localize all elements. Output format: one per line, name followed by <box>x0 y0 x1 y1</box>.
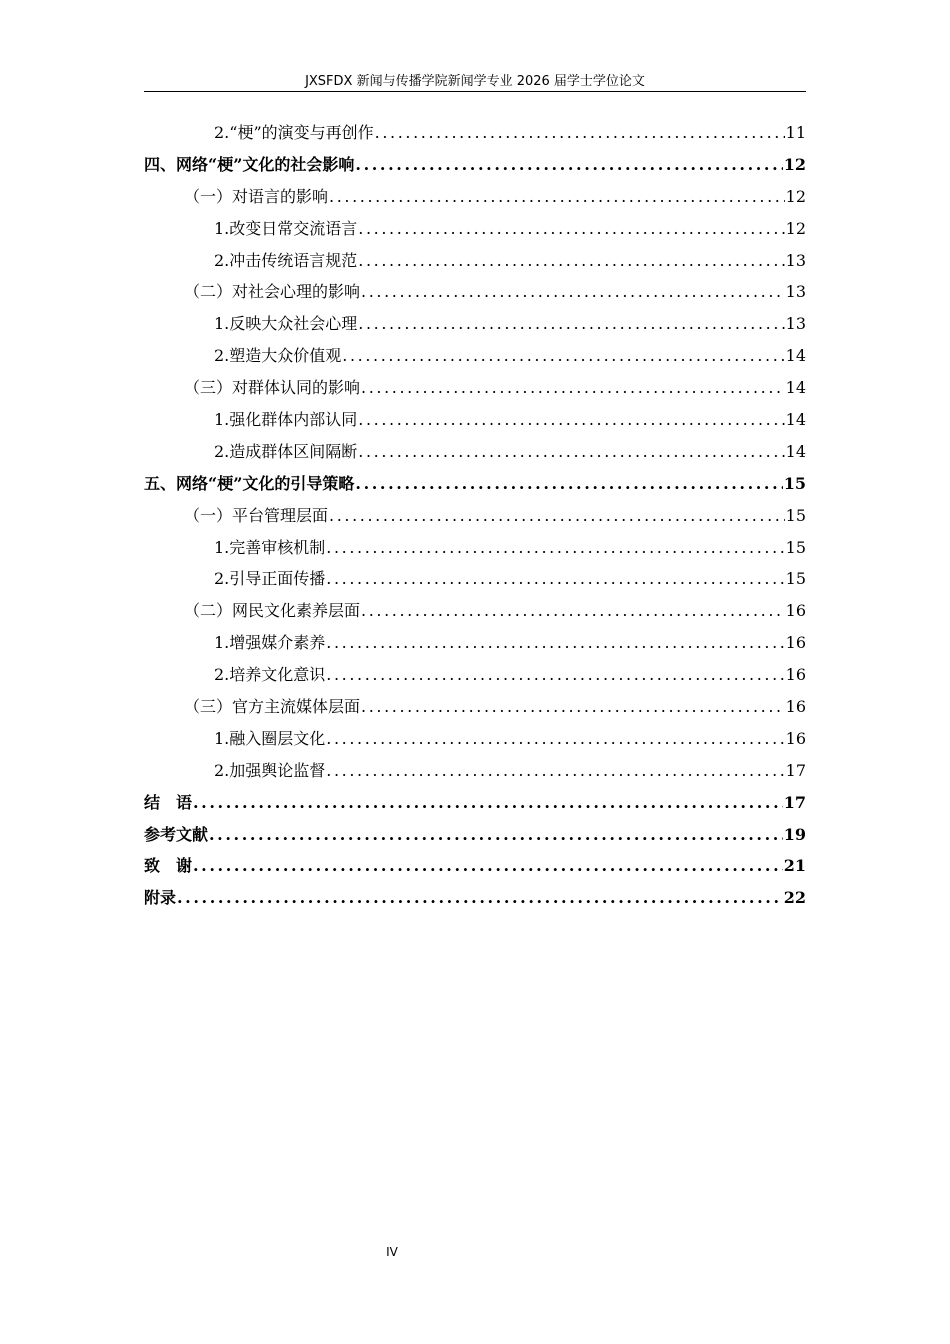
toc-entry-title: 五、网络“梗”文化的引导策略 <box>144 473 355 493</box>
toc-entry-title: 2.冲击传统语言规范 <box>214 250 358 270</box>
page-footer <box>0 1243 950 1261</box>
toc-entry-page: 15 <box>785 537 806 557</box>
toc-entry-page: 16 <box>785 728 806 748</box>
toc-entry-title: 1.完善审核机制 <box>214 537 326 557</box>
toc-dot-leader <box>361 595 785 627</box>
toc-entry[interactable] <box>144 532 806 564</box>
toc-entry-title: 致 谢 <box>144 856 193 876</box>
toc-dot-leader <box>326 532 784 564</box>
toc-entry-page: 14 <box>785 378 806 398</box>
toc-entry-title: （二）对社会心理的影响 <box>184 282 361 302</box>
toc-entry-page: 15 <box>783 473 806 493</box>
toc-dot-leader <box>326 723 784 755</box>
toc-entry-title: 2.造成群体区间隔断 <box>214 441 358 461</box>
toc-entry[interactable] <box>144 117 806 149</box>
toc-entry-page: 16 <box>785 697 806 717</box>
toc-entry-page: 13 <box>785 314 806 334</box>
toc-entry-title: （一）对语言的影响 <box>184 186 329 206</box>
toc-entry-page: 15 <box>785 505 806 525</box>
toc-dot-leader <box>355 468 782 500</box>
toc-entry[interactable] <box>144 723 806 755</box>
toc-entry-title: 2.塑造大众价值观 <box>214 346 342 366</box>
toc-entry-title: 附录 <box>144 888 177 908</box>
toc-entry-title: 参考文献 <box>144 824 209 844</box>
toc-entry-title: 结 语 <box>144 792 193 812</box>
toc-entry[interactable] <box>144 850 806 882</box>
page-number: IV <box>386 1245 398 1259</box>
toc-entry-title: 1.融入圈层文化 <box>214 728 326 748</box>
toc-entry[interactable] <box>144 436 806 468</box>
toc-entry[interactable] <box>144 468 806 500</box>
toc-entry-page: 15 <box>785 569 806 589</box>
toc-entry-title: 1.反映大众社会心理 <box>214 314 358 334</box>
toc-entry[interactable] <box>144 882 806 914</box>
toc-entry-title: 1.强化群体内部认同 <box>214 410 358 430</box>
toc-entry-title: 四、网络“梗”文化的社会影响 <box>144 154 355 174</box>
toc-entry-page: 14 <box>785 410 806 430</box>
toc-entry[interactable] <box>144 627 806 659</box>
running-header: JXSFDX 新闻与传播学院新闻学专业 2026 届学士学位论文 <box>305 74 645 89</box>
toc-dot-leader <box>326 755 784 787</box>
header-rule <box>144 91 806 92</box>
toc-entry[interactable] <box>144 404 806 436</box>
toc-entry-title: （二）网民文化素养层面 <box>184 601 361 621</box>
toc-entry-page: 12 <box>783 154 806 174</box>
toc-entry[interactable] <box>144 595 806 627</box>
toc-entry[interactable] <box>144 181 806 213</box>
toc-entry[interactable] <box>144 691 806 723</box>
toc-entry-page: 22 <box>783 888 806 908</box>
toc-entry-title: （一）平台管理层面 <box>184 505 329 525</box>
toc-entry[interactable] <box>144 149 806 181</box>
toc-entry-title: 2.引导正面传播 <box>214 569 326 589</box>
toc-dot-leader <box>358 308 784 340</box>
toc-dot-leader <box>358 404 784 436</box>
toc-entry-page: 14 <box>785 441 806 461</box>
toc-dot-leader <box>375 117 785 149</box>
toc-dot-leader <box>193 850 783 882</box>
toc-entry-page: 16 <box>785 665 806 685</box>
toc-entry[interactable] <box>144 755 806 787</box>
toc-entry[interactable] <box>144 563 806 595</box>
toc-dot-leader <box>326 659 784 691</box>
toc-entry[interactable] <box>144 308 806 340</box>
toc-entry-page: 12 <box>785 186 806 206</box>
toc-entry[interactable] <box>144 819 806 851</box>
toc-dot-leader <box>355 149 782 181</box>
toc-entry-page: 17 <box>783 792 806 812</box>
toc-dot-leader <box>326 627 784 659</box>
toc-entry[interactable] <box>144 245 806 277</box>
toc-entry-page: 17 <box>785 760 806 780</box>
toc-dot-leader <box>329 500 785 532</box>
toc-entry-title: 2.“梗”的演变与再创作 <box>214 123 374 142</box>
toc-dot-leader <box>358 245 784 277</box>
toc-dot-leader <box>361 276 785 308</box>
toc-entry[interactable] <box>144 787 806 819</box>
toc-entry[interactable] <box>144 340 806 372</box>
toc-dot-leader <box>361 372 785 404</box>
toc-dot-leader <box>326 563 784 595</box>
toc-entry-page: 12 <box>785 218 806 238</box>
toc-entry[interactable] <box>144 500 806 532</box>
toc-dot-leader <box>342 340 784 372</box>
toc-entry-page: 13 <box>785 250 806 270</box>
toc-entry-title: 2.培养文化意识 <box>214 665 326 685</box>
toc-entry-page: 14 <box>785 346 806 366</box>
toc-entry-title: 1.改变日常交流语言 <box>214 218 358 238</box>
toc-entry-title: （三）对群体认同的影响 <box>184 378 361 398</box>
toc-entry-title: 1.增强媒介素养 <box>214 633 326 653</box>
toc-dot-leader <box>358 213 784 245</box>
toc-entry[interactable] <box>144 276 806 308</box>
toc-entry-page: 16 <box>785 601 806 621</box>
toc-entry-page: 13 <box>785 282 806 302</box>
toc-dot-leader <box>361 691 785 723</box>
toc-dot-leader <box>209 819 783 851</box>
toc-entry-title: （三）官方主流媒体层面 <box>184 697 361 717</box>
toc-entry[interactable] <box>144 372 806 404</box>
toc-entry-page: 16 <box>785 633 806 653</box>
toc-entry-page: 19 <box>783 824 806 844</box>
toc-entry-page: 11 <box>785 123 806 142</box>
toc-entry[interactable] <box>144 213 806 245</box>
toc-dot-leader <box>329 181 785 213</box>
toc-dot-leader <box>193 787 783 819</box>
toc-dot-leader <box>358 436 784 468</box>
table-of-contents <box>144 117 806 914</box>
toc-entry[interactable] <box>144 659 806 691</box>
toc-entry-title: 2.加强舆论监督 <box>214 760 326 780</box>
toc-dot-leader <box>177 882 783 914</box>
toc-entry-page: 21 <box>783 856 806 876</box>
